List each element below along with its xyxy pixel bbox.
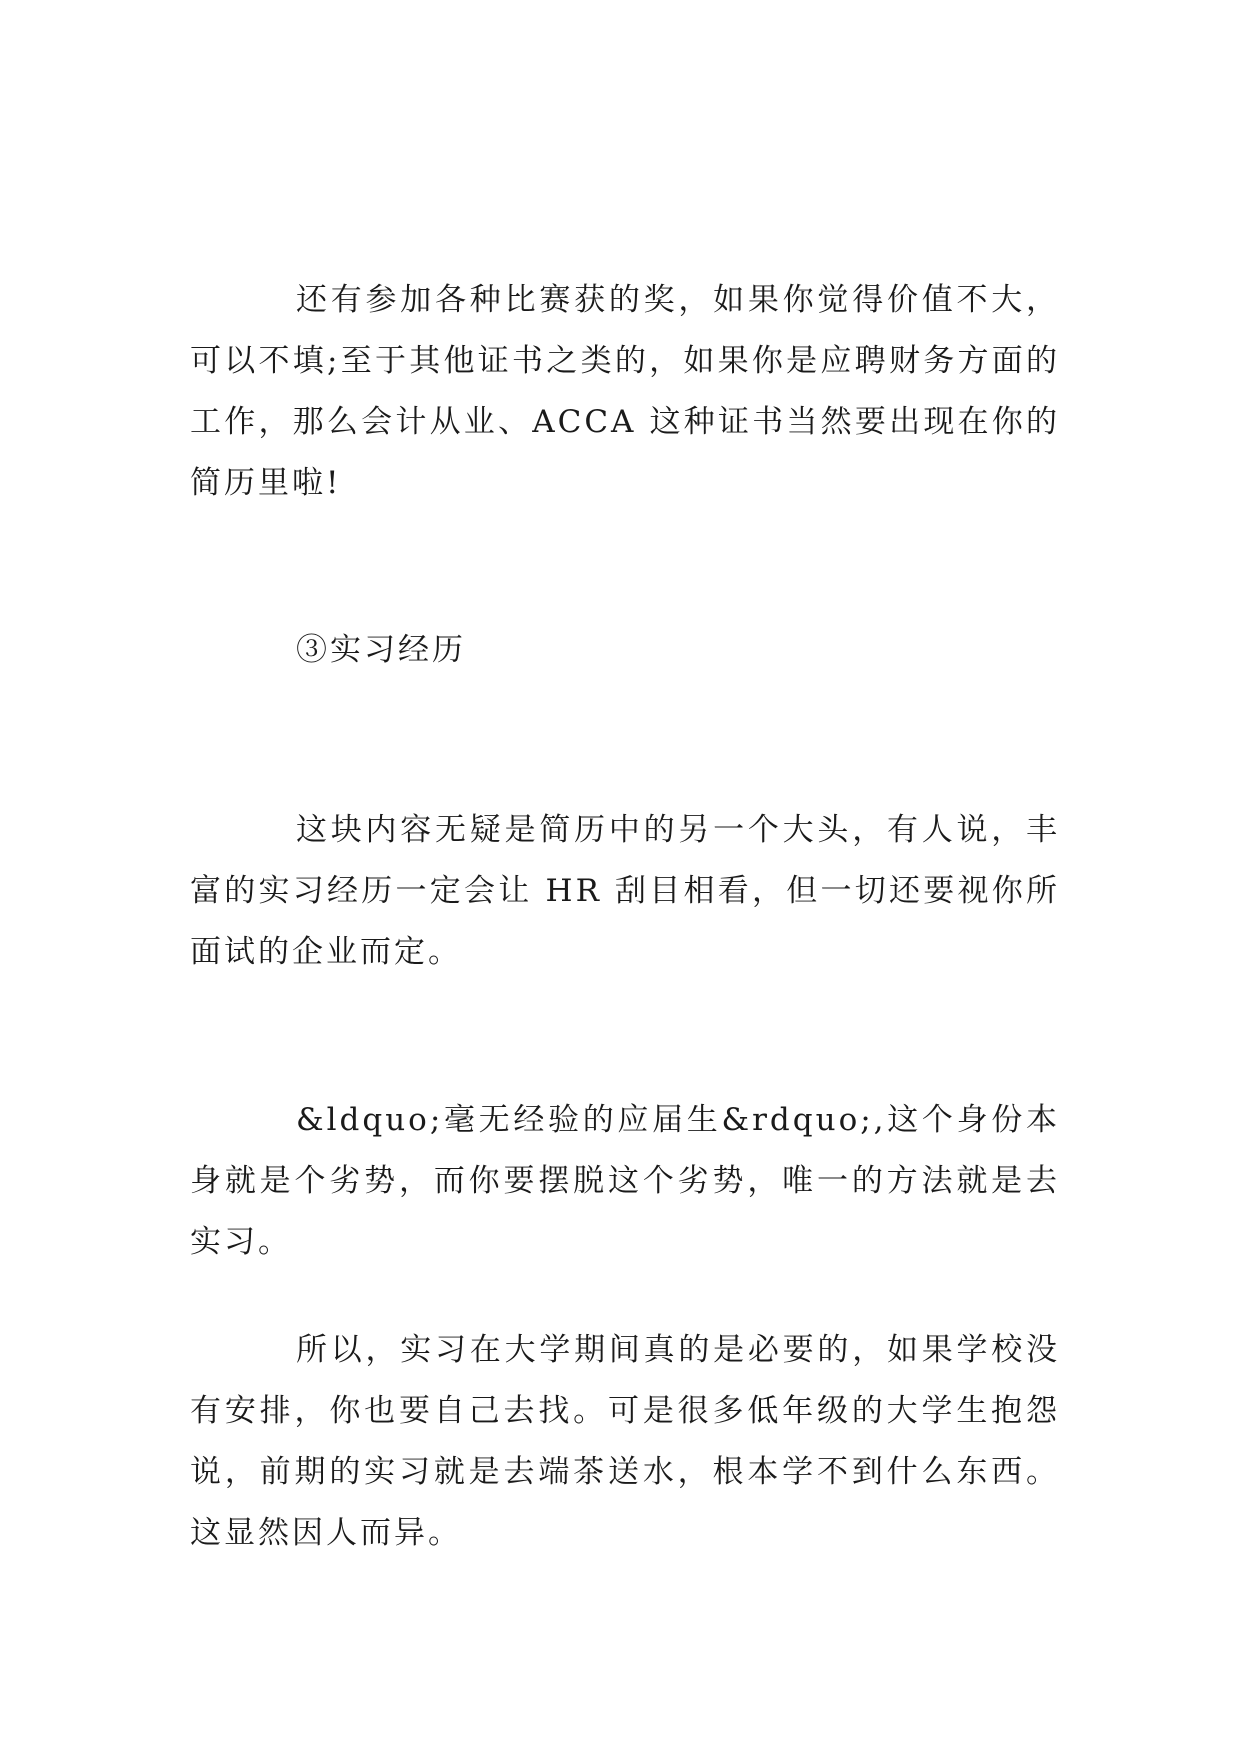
section-heading-internship: ③实习经历 — [296, 632, 466, 668]
paragraph-awards-certificates: 还有参加各种比赛获的奖，如果你觉得价值不大，可以不填;至于其他证书之类的，如果你是应聘财务方面的工作，那么会计从业、ACCA 这种证书当然要出现在你的简历里啦! — [190, 282, 1060, 501]
paragraph-fresh-graduate: &ldquo;毫无经验的应届生&rdquo;,这个身份本身就是个劣势，而你要摆脱这个劣势，唯一的方法就是去实习。 — [190, 1102, 1060, 1260]
paragraph-internship-necessity: 所以，实习在大学期间真的是必要的，如果学校没有安排，你也要自己去找。可是很多低年级的大学生抱怨说，前期的实习就是去端茶送水，根本学不到什么东西。这显然因人而异。 — [190, 1332, 1060, 1551]
paragraph-internship-importance: 这块内容无疑是简历中的另一个大头，有人说，丰富的实习经历一定会让 HR 刮目相看，但一切还要视你所面试的企业而定。 — [190, 812, 1060, 970]
